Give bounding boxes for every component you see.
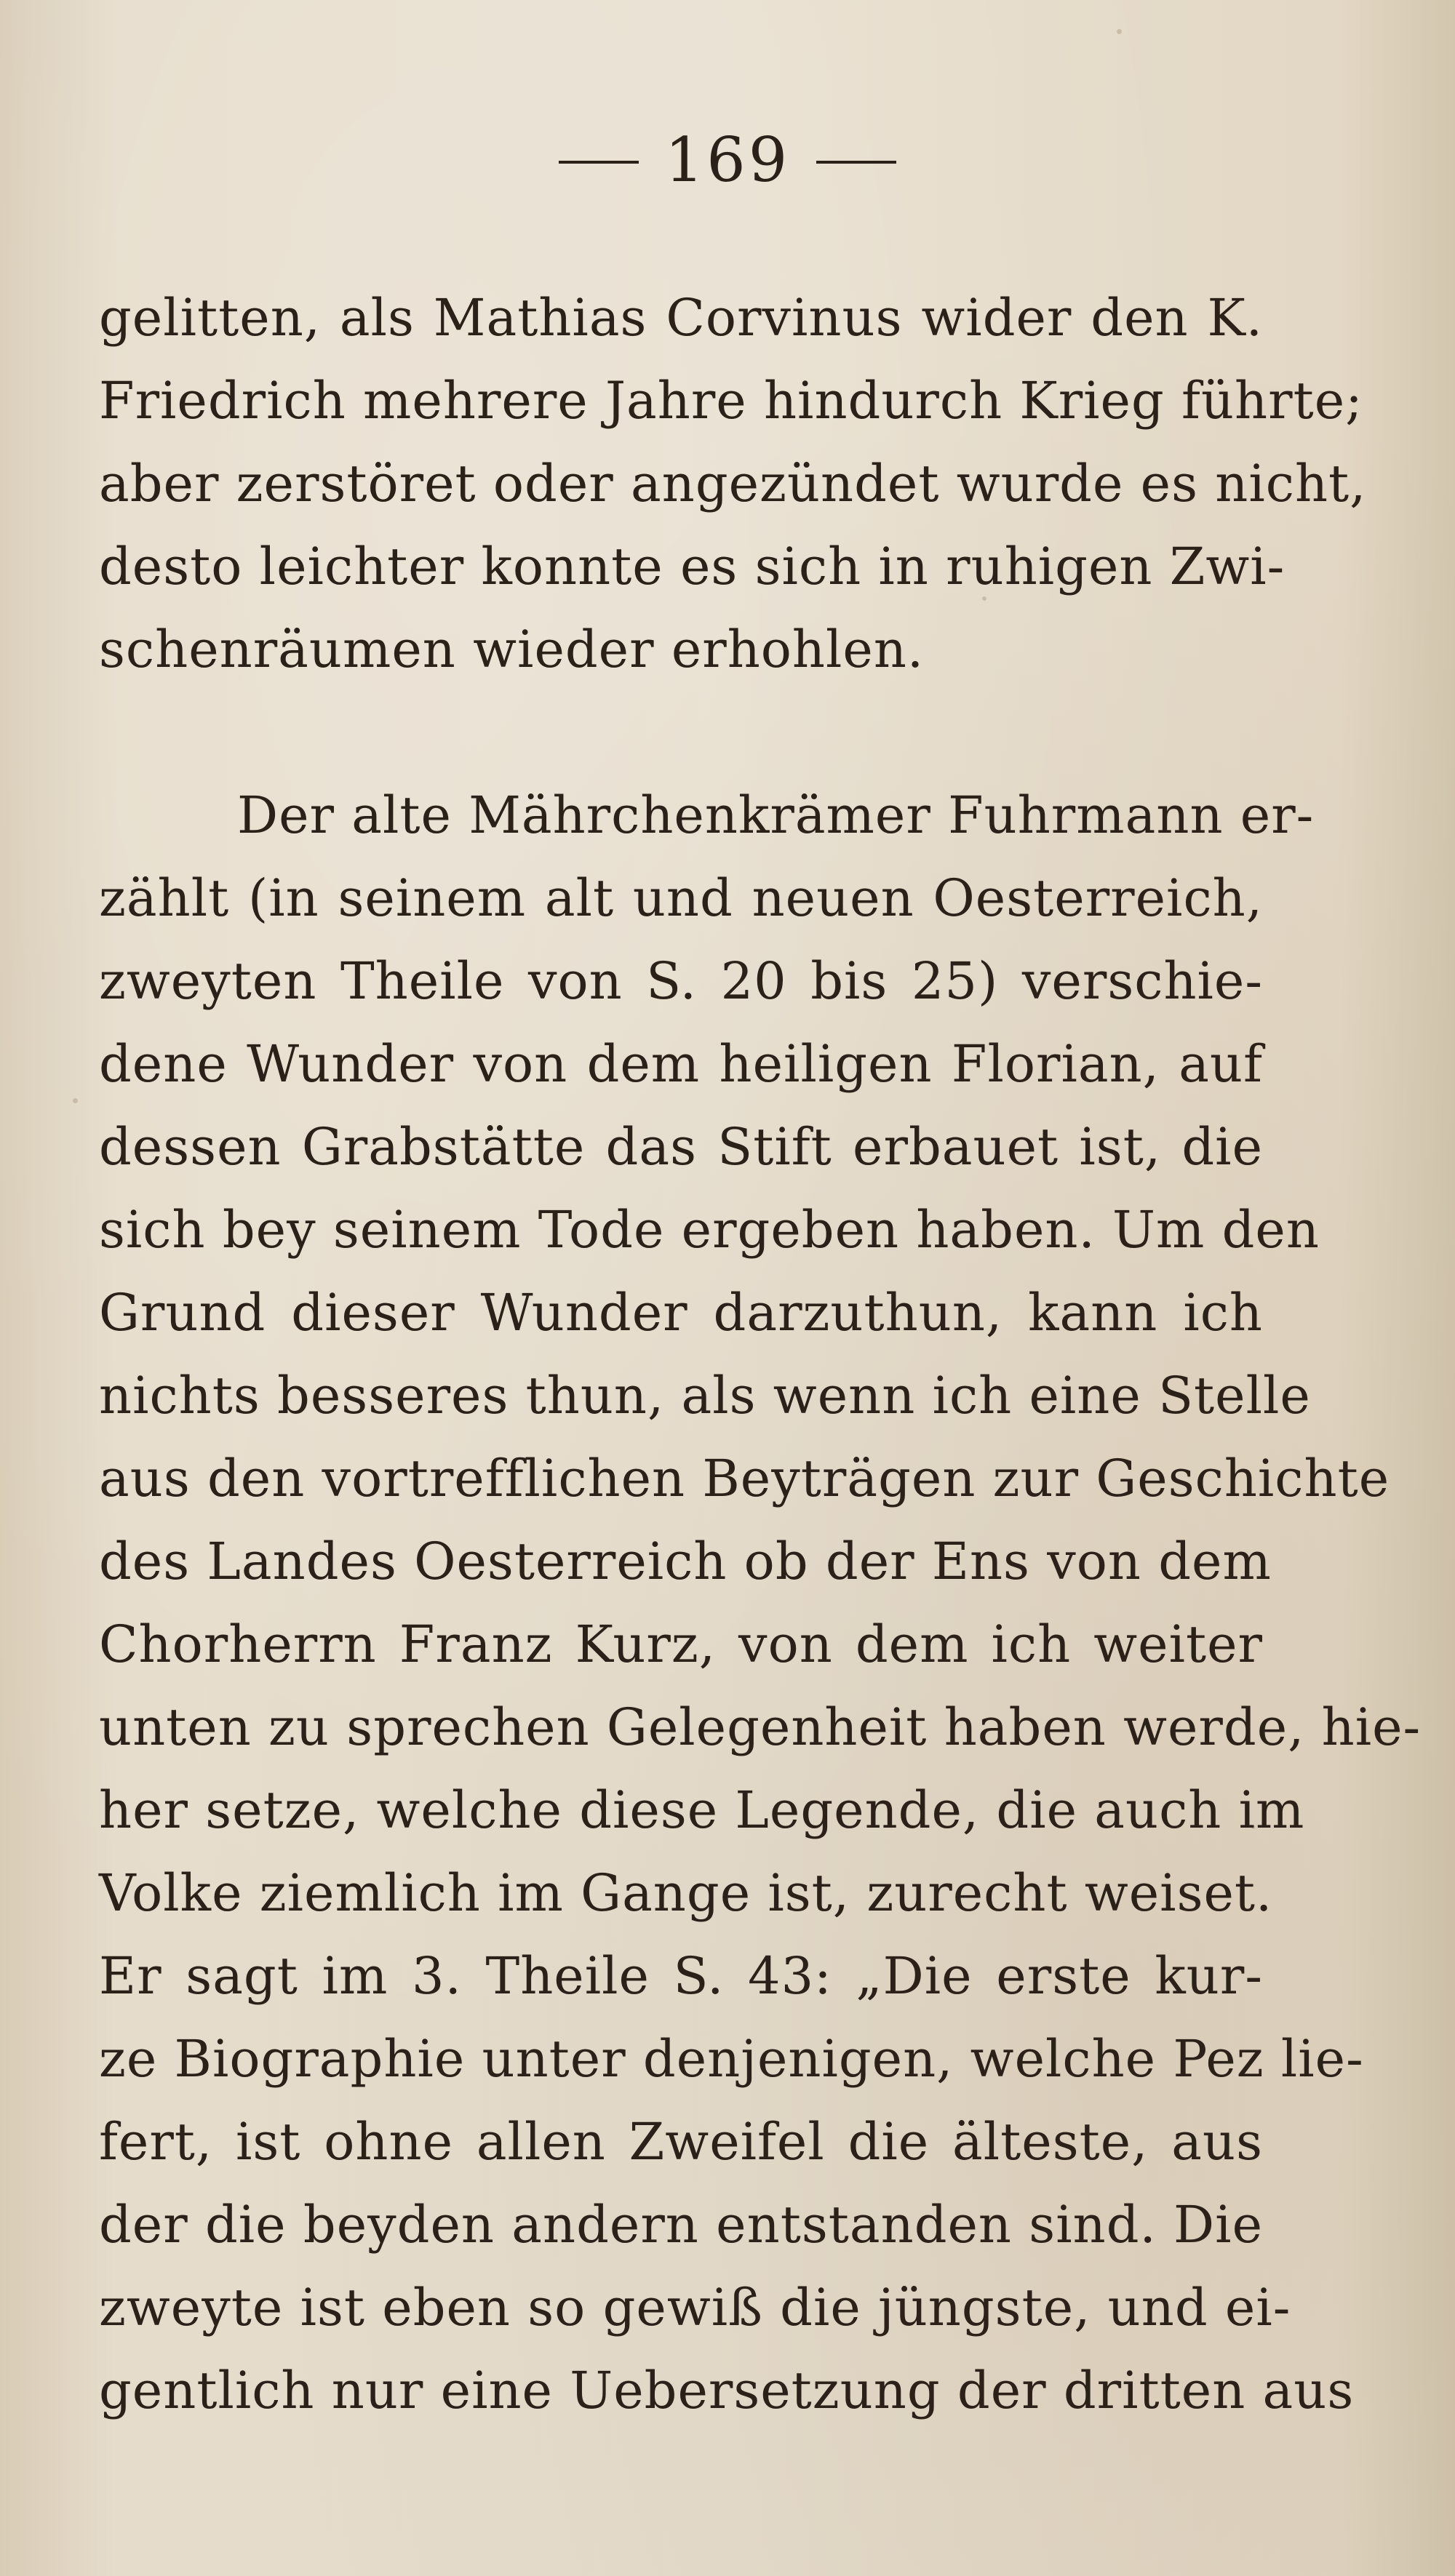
text-line: zählt (in seinem alt und neuen Oesterreich,: [99, 868, 1263, 928]
paper-stain: [1117, 29, 1122, 34]
page-header: [0, 124, 1455, 196]
text-line: Chorherrn Franz Kurz, von dem ich weiter: [99, 1615, 1263, 1674]
text-line: ze Biographie unter denjenigen, welche Pez lie-: [99, 2029, 1364, 2089]
text-line: dessen Grabstätte das Stift erbauet ist, die: [99, 1117, 1263, 1177]
text-line: aus den vortrefflichen Beyträgen zur Geschichte: [99, 1449, 1390, 1508]
text-line: nichts besseres thun, als wenn ich eine Stelle: [99, 1366, 1311, 1425]
text-line: unten zu sprechen Gelegenheit haben werde, hie-: [99, 1697, 1422, 1757]
text-line: desto leichter konnte es sich in ruhigen Zwi-: [99, 537, 1285, 596]
text-line: zweyten Theile von S. 20 bis 25) verschie-: [99, 951, 1263, 1011]
text-line: zweyte ist eben so gewiß die jüngste, und ei-: [99, 2278, 1291, 2337]
paragraph-2: [99, 774, 1422, 2432]
text-line: Grund dieser Wunder darzuthun, kann ich: [99, 1283, 1263, 1343]
text-line: dene Wunder von dem heiligen Florian, auf: [99, 1034, 1263, 1094]
text-line: Er sagt im 3. Theile S. 43: „Die erste kur-: [99, 1946, 1263, 2006]
text-line: Volke ziemlich im Gange ist, zurecht weiset.: [99, 1863, 1273, 1923]
text-line: aber zerstöret oder angezündet wurde es nicht,: [99, 454, 1367, 513]
paragraph-1: [99, 276, 1367, 691]
text-line: der die beyden andern entstanden sind. Die: [99, 2195, 1263, 2255]
text-line: schenräumen wieder erhohlen.: [99, 620, 925, 679]
text-line: gentlich nur eine Uebersetzung der dritten aus: [99, 2361, 1355, 2420]
text-line: sich bey seinem Tode ergeben haben. Um den: [99, 1200, 1320, 1260]
header-dash-right: [816, 161, 896, 164]
header-dash-left: [559, 161, 639, 164]
text-line: gelitten, als Mathias Corvinus wider den K.: [99, 288, 1263, 348]
page-number: 169: [664, 124, 791, 196]
text-line: her setze, welche diese Legende, die auch im: [99, 1780, 1305, 1840]
text-line: des Landes Oesterreich ob der Ens von dem: [99, 1532, 1272, 1591]
text-line: Der alte Mährchenkrämer Fuhrmann er-: [237, 785, 1315, 845]
text-line: Friedrich mehrere Jahre hindurch Krieg führte;: [99, 371, 1363, 431]
text-line: fert, ist ohne allen Zweifel die älteste, aus: [99, 2112, 1263, 2172]
paper-stain: [73, 1098, 78, 1103]
